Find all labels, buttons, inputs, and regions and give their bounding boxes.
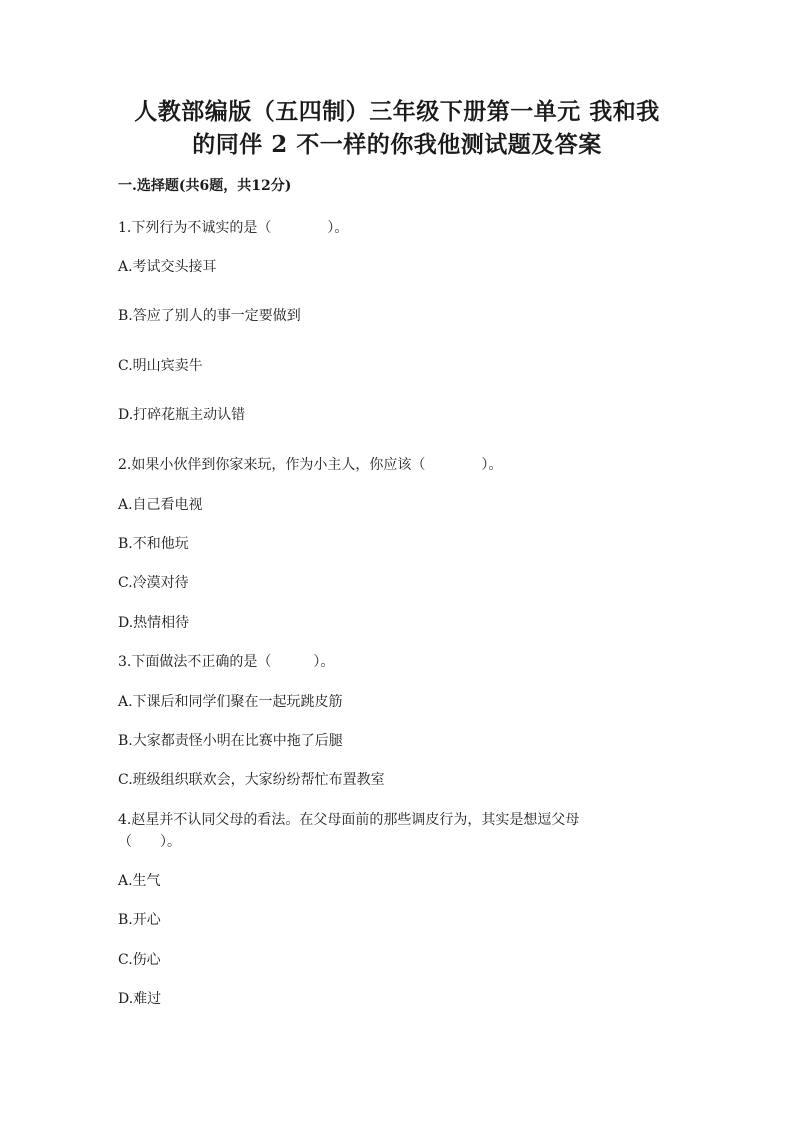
question-2-option-a: A.自己看电视 bbox=[118, 497, 203, 513]
document-title-line-1: 人教部编版（五四制）三年级下册第一单元 我和我 bbox=[134, 98, 660, 125]
question-3-option-b: B.大家都责怪小明在比赛中拖了后腿 bbox=[118, 733, 343, 749]
question-4-option-c: C.伤心 bbox=[118, 952, 161, 968]
question-2-option-c: C.冷漠对待 bbox=[118, 575, 189, 591]
question-1-option-b: B.答应了别人的事一定要做到 bbox=[118, 308, 301, 324]
question-3-option-a: A.下课后和同学们聚在一起玩跳皮筋 bbox=[118, 694, 343, 710]
question-1-option-a: A.考试交头接耳 bbox=[118, 259, 217, 275]
question-1-stem: 1.下列行为不诚实的是（ ）。 bbox=[118, 220, 349, 236]
question-4-stem-line-2: （ ）。 bbox=[118, 834, 181, 850]
question-3-stem: 3.下面做法不正确的是（ ）。 bbox=[118, 654, 335, 670]
question-2-option-b: B.不和他玩 bbox=[118, 536, 189, 552]
question-1-option-c: C.明山宾卖牛 bbox=[118, 358, 203, 374]
document-title-line-2: 的同伴 2 不一样的你我他测试题及答案 bbox=[192, 131, 602, 158]
question-3-option-c: C.班级组织联欢会，大家纷纷帮忙布置教室 bbox=[118, 772, 385, 788]
section-heading: 一.选择题(共6题，共12分) bbox=[118, 178, 292, 194]
question-4-stem-line-1: 4.赵星并不认同父母的看法。在父母面前的那些调皮行为，其实是想逗父母 bbox=[118, 812, 580, 828]
question-4-option-d: D.难过 bbox=[118, 991, 162, 1007]
question-4-option-b: B.开心 bbox=[118, 912, 161, 928]
question-4-option-a: A.生气 bbox=[118, 873, 161, 889]
question-1-option-d: D.打碎花瓶主动认错 bbox=[118, 407, 246, 423]
question-2-option-d: D.热情相待 bbox=[118, 615, 190, 631]
question-2-stem: 2.如果小伙伴到你家来玩，作为小主人，你应该（ ）。 bbox=[118, 457, 503, 473]
